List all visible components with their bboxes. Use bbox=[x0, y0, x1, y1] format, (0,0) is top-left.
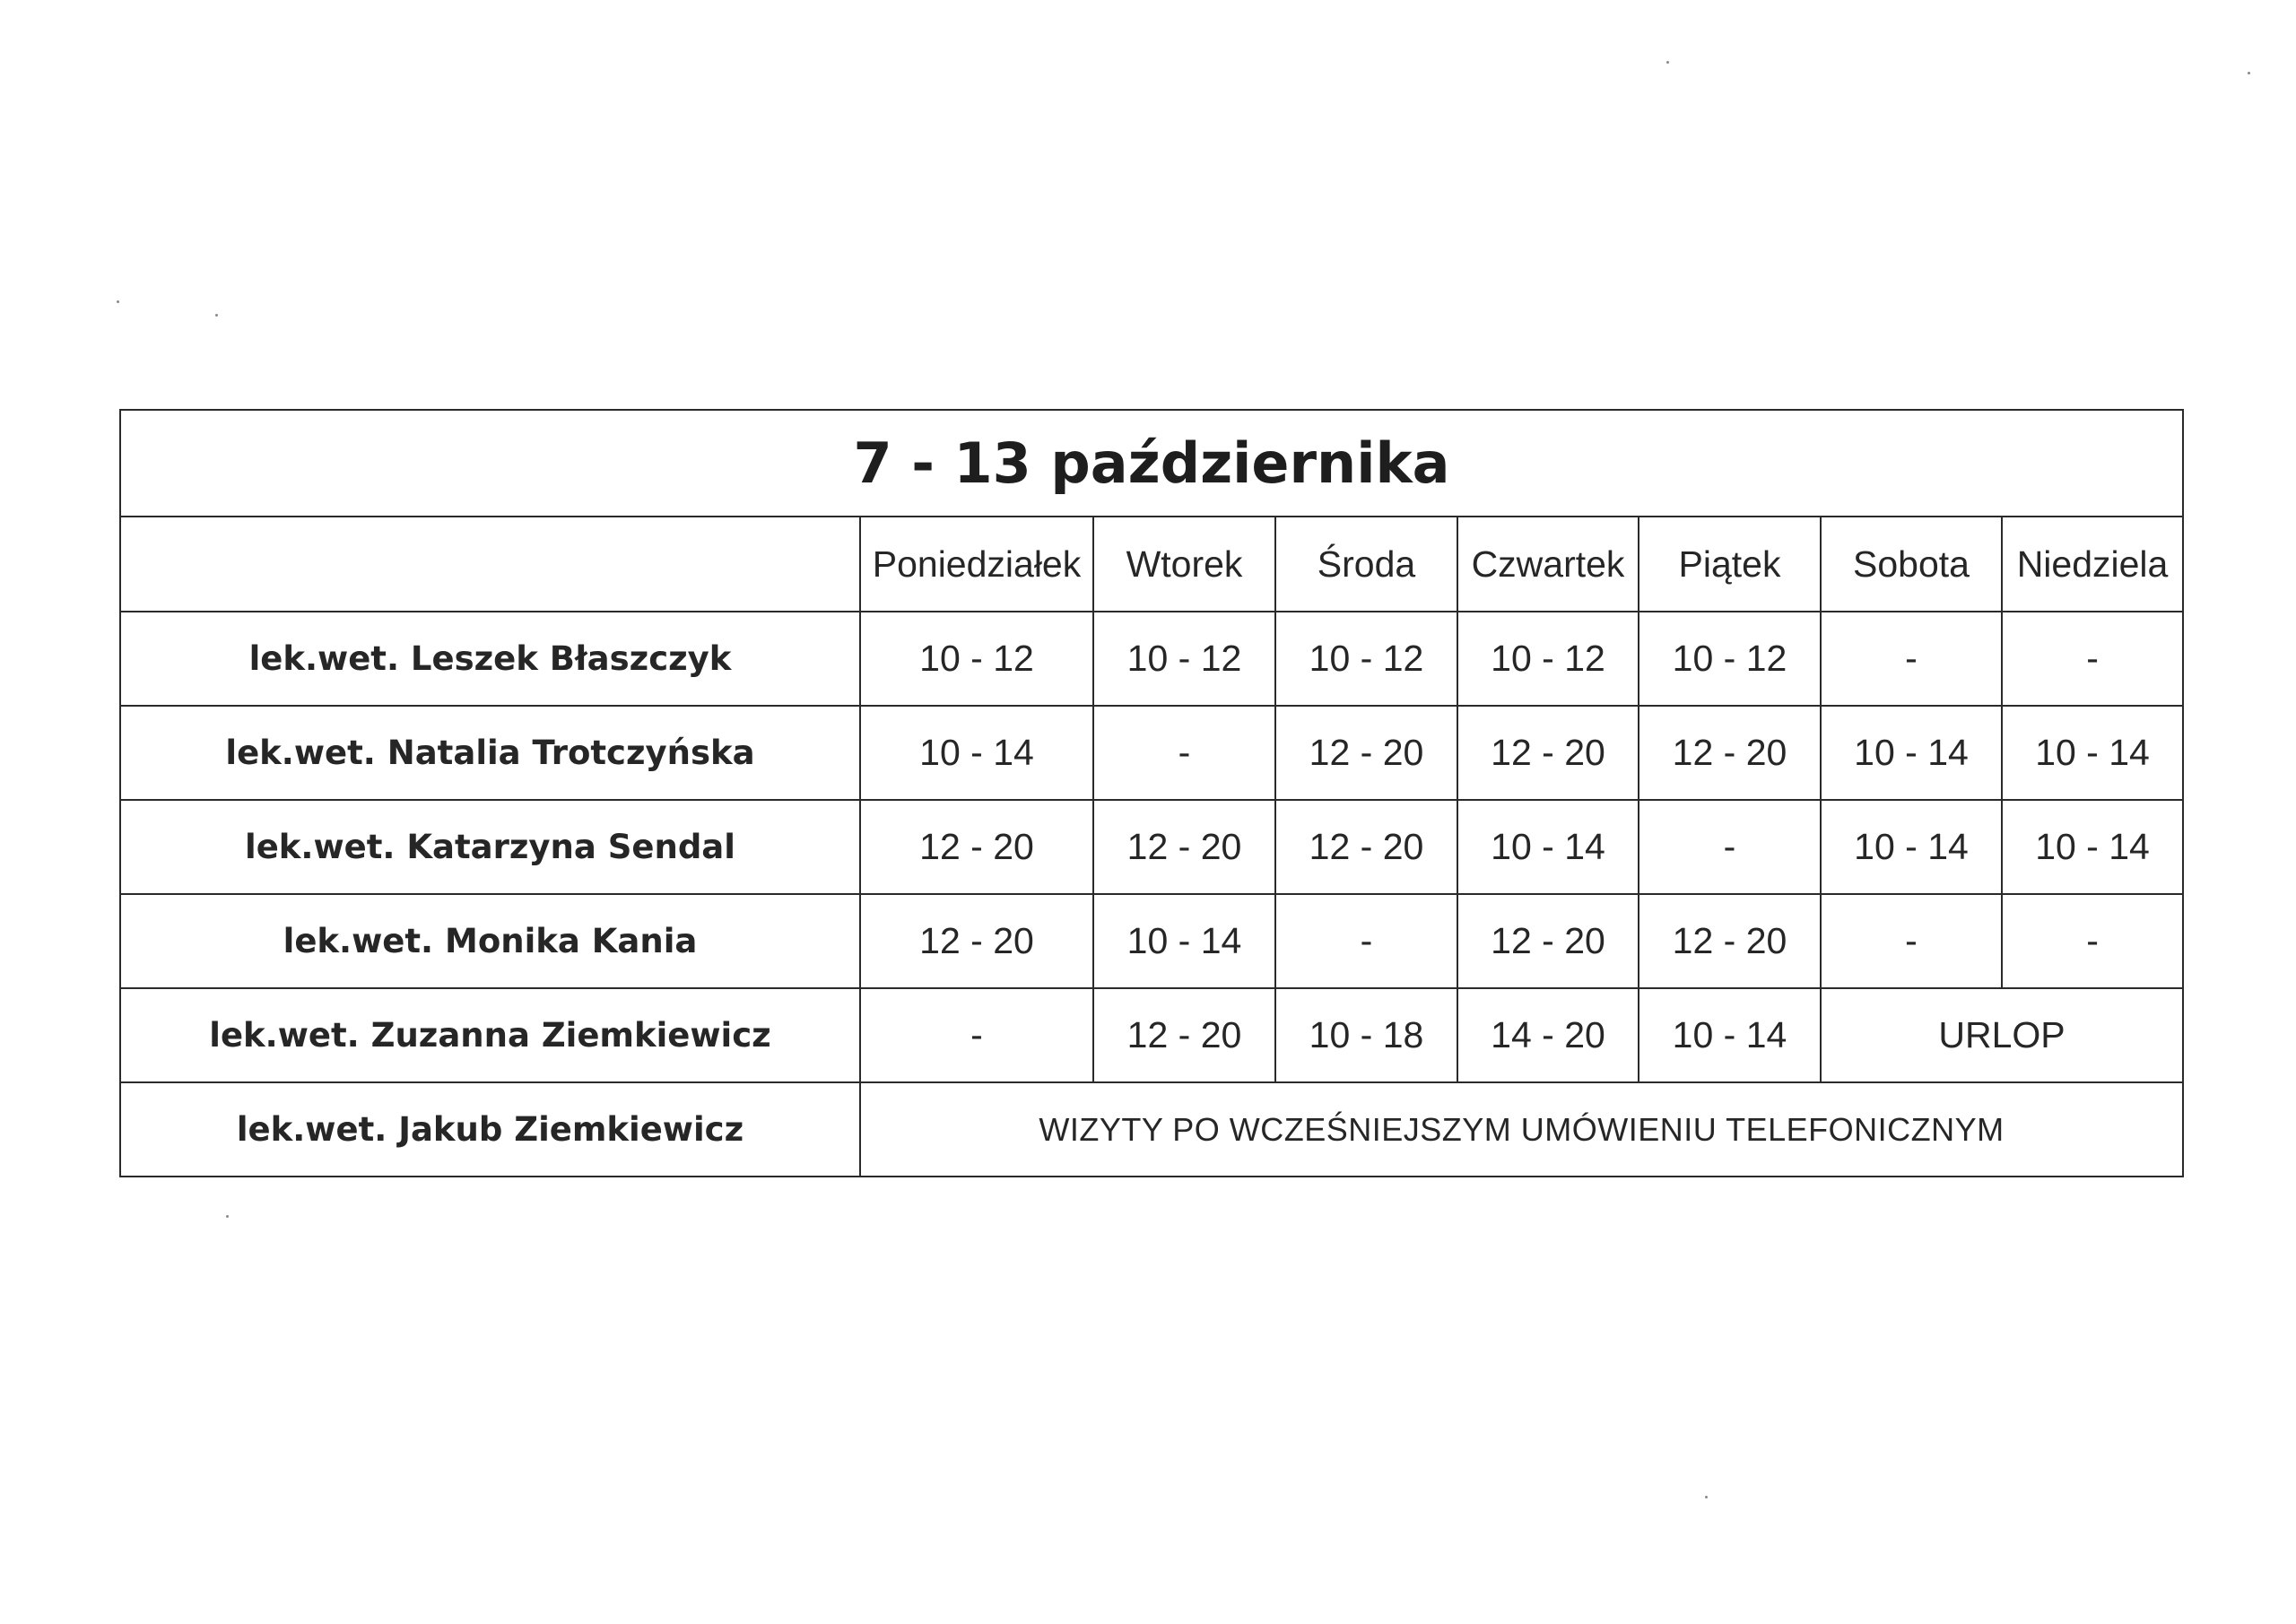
header-empty-cell bbox=[120, 517, 860, 612]
hours-cell: - bbox=[860, 988, 1093, 1082]
hours-cell: 12 - 20 bbox=[1275, 706, 1457, 800]
hours-cell: - bbox=[1275, 894, 1457, 988]
hours-cell: 10 - 14 bbox=[1821, 800, 2002, 894]
hours-cell: 12 - 20 bbox=[1639, 894, 1821, 988]
scan-speck bbox=[215, 314, 218, 317]
doctor-name: lek.wet. Zuzanna Ziemkiewicz bbox=[120, 988, 860, 1082]
hours-cell: 12 - 20 bbox=[860, 800, 1093, 894]
hours-cell: 10 - 14 bbox=[1821, 706, 2002, 800]
table-row bbox=[120, 706, 2183, 800]
day-header-friday: Piątek bbox=[1639, 517, 1821, 612]
table-row bbox=[120, 800, 2183, 894]
hours-cell: 12 - 20 bbox=[1093, 988, 1275, 1082]
table-row bbox=[120, 612, 2183, 706]
doctor-name: lek.wet. Jakub Ziemkiewicz bbox=[120, 1082, 860, 1177]
title-row bbox=[120, 410, 2183, 517]
appointment-note: WIZYTY PO WCZEŚNIEJSZYM UMÓWIENIU TELEFONICZNYM bbox=[860, 1082, 2183, 1177]
hours-cell: 12 - 20 bbox=[1457, 706, 1639, 800]
hours-cell: 10 - 14 bbox=[1639, 988, 1821, 1082]
day-header-saturday: Sobota bbox=[1821, 517, 2002, 612]
day-header-tuesday: Wtorek bbox=[1093, 517, 1275, 612]
hours-cell: 12 - 20 bbox=[1639, 706, 1821, 800]
hours-cell: - bbox=[2002, 612, 2183, 706]
schedule-table bbox=[119, 409, 2184, 1177]
hours-cell: 10 - 14 bbox=[2002, 800, 2183, 894]
scan-speck bbox=[117, 300, 119, 303]
hours-cell: 10 - 18 bbox=[1275, 988, 1457, 1082]
hours-cell: 12 - 20 bbox=[860, 894, 1093, 988]
doctor-name: lek.wet. Natalia Trotczyńska bbox=[120, 706, 860, 800]
scan-speck bbox=[1666, 61, 1669, 64]
hours-cell: 10 - 12 bbox=[1275, 612, 1457, 706]
hours-cell: 10 - 14 bbox=[1093, 894, 1275, 988]
hours-cell: - bbox=[2002, 894, 2183, 988]
hours-cell: 10 - 12 bbox=[860, 612, 1093, 706]
doctor-name: lek.wet. Monika Kania bbox=[120, 894, 860, 988]
day-header-row bbox=[120, 517, 2183, 612]
table-row bbox=[120, 894, 2183, 988]
hours-cell: 10 - 14 bbox=[1457, 800, 1639, 894]
day-header-wednesday: Środa bbox=[1275, 517, 1457, 612]
hours-cell: 12 - 20 bbox=[1093, 800, 1275, 894]
hours-cell: 10 - 14 bbox=[2002, 706, 2183, 800]
schedule-title: 7 - 13 października bbox=[120, 410, 2183, 517]
hours-cell: - bbox=[1821, 612, 2002, 706]
scan-speck bbox=[226, 1215, 229, 1218]
vacation-cell: URLOP bbox=[1821, 988, 2183, 1082]
hours-cell: 10 - 14 bbox=[860, 706, 1093, 800]
hours-cell: 14 - 20 bbox=[1457, 988, 1639, 1082]
table-row bbox=[120, 988, 2183, 1082]
hours-cell: 12 - 20 bbox=[1275, 800, 1457, 894]
scan-speck bbox=[1705, 1496, 1708, 1498]
table-row bbox=[120, 1082, 2183, 1177]
day-header-monday: Poniedziałek bbox=[860, 517, 1093, 612]
doctor-name: lek.wet. Katarzyna Sendal bbox=[120, 800, 860, 894]
hours-cell: 10 - 12 bbox=[1457, 612, 1639, 706]
hours-cell: 10 - 12 bbox=[1639, 612, 1821, 706]
hours-cell: - bbox=[1093, 706, 1275, 800]
scan-speck bbox=[2248, 72, 2250, 74]
hours-cell: 10 - 12 bbox=[1093, 612, 1275, 706]
day-header-sunday: Niedziela bbox=[2002, 517, 2183, 612]
hours-cell: - bbox=[1639, 800, 1821, 894]
day-header-thursday: Czwartek bbox=[1457, 517, 1639, 612]
hours-cell: - bbox=[1821, 894, 2002, 988]
doctor-name: lek.wet. Leszek Błaszczyk bbox=[120, 612, 860, 706]
hours-cell: 12 - 20 bbox=[1457, 894, 1639, 988]
